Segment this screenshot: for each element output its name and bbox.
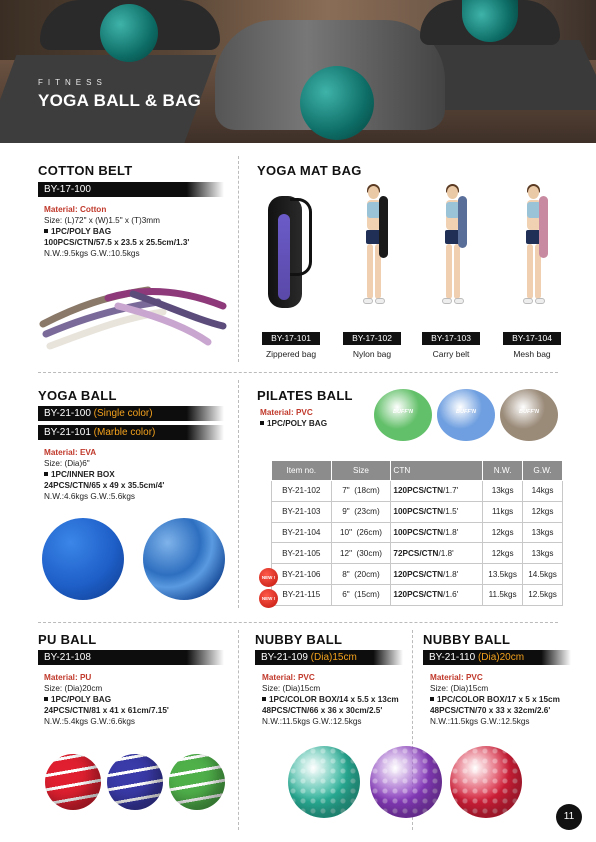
leg — [527, 244, 533, 299]
item-code: BY-21-109 — [261, 652, 308, 663]
bag-strap — [290, 198, 312, 276]
weight: N.W.:9.5kgs G.W.:10.5kgs — [44, 249, 140, 258]
cell-ctn-packing: 72PCS/CTN — [393, 548, 439, 558]
item-code: BY-21-110 — [429, 652, 476, 663]
cell-ctn — [391, 481, 483, 502]
table-row — [272, 522, 563, 543]
section-divider — [38, 372, 558, 373]
weight: N.W.:11.5kgs G.W.:12.5kgs — [430, 717, 530, 726]
cell-ctn-volume: /1.8' — [443, 527, 459, 537]
column-divider — [238, 156, 239, 362]
material: Material: PVC — [262, 673, 315, 682]
size: Size: (Dia)15cm — [430, 684, 489, 693]
cell-ctn-packing: 120PCS/CTN — [393, 569, 444, 579]
packing: 1PC/INNER BOX — [44, 469, 234, 480]
cell-gw: 14.5kgs — [523, 564, 563, 585]
table-row — [272, 584, 563, 605]
item-code-bar — [38, 406, 224, 421]
page-title: YOGA BALL & BAG — [38, 91, 202, 110]
material: Material: PVC — [430, 673, 483, 682]
material: Material: PVC — [260, 408, 313, 417]
bag-on-shoulder — [539, 196, 548, 258]
cell-item-no: BY-21-104 — [272, 522, 332, 543]
brand-logo: BUFF'N — [456, 409, 476, 415]
hero-title-block — [38, 78, 201, 111]
item-code-bar — [38, 650, 224, 665]
nubby-ball-image — [288, 746, 360, 818]
nubby-ball-image — [370, 746, 442, 818]
pilates-ball-image — [437, 389, 495, 441]
cell-ctn-volume: /1.8' — [438, 548, 454, 558]
packing: 1PC/COLOR BOX/14 x 5.5 x 13cm — [262, 694, 422, 705]
cell-ctn-volume: /1.5' — [443, 507, 459, 517]
cell-ctn-volume: /1.8' — [443, 569, 459, 579]
bag-zipper-panel — [278, 214, 290, 300]
item-code-label: BY-17-101 — [262, 332, 320, 345]
packing: 1PC/POLY BAG — [44, 226, 234, 237]
column-header: G.W. — [523, 461, 563, 481]
hero-eyebrow: FITNESS — [38, 78, 107, 87]
cell-size: 6" (15cm) — [331, 584, 391, 605]
cell-ctn — [391, 584, 483, 605]
section-title: COTTON BELT — [38, 163, 133, 178]
cell-ctn-packing: 100PCS/CTN — [393, 507, 444, 517]
section-title: YOGA MAT BAG — [257, 163, 362, 178]
shoe — [535, 298, 545, 304]
cell-gw: 13kgs — [523, 522, 563, 543]
item-code: BY-21-108 — [44, 652, 91, 663]
section-title: PU BALL — [38, 632, 97, 647]
cell-ctn-packing: 100PCS/CTN — [393, 527, 444, 537]
exercise-ball-image — [100, 4, 158, 62]
yoga-ball-single-color-image — [42, 518, 124, 600]
item-code-label: BY-17-103 — [422, 332, 480, 345]
packing: 1PC/POLY BAG — [260, 418, 380, 429]
cell-gw: 14kgs — [523, 481, 563, 502]
head — [528, 186, 539, 199]
cell-size: 9" (23cm) — [331, 501, 391, 522]
cell-item-no: BY-21-105 — [272, 543, 332, 564]
section-divider — [38, 622, 558, 623]
spec-block — [262, 672, 422, 727]
leg — [367, 244, 373, 299]
carton: 24PCS/CTN/81 x 41 x 61cm/7.15' — [44, 706, 169, 715]
cell-nw: 11kgs — [483, 501, 523, 522]
item-code-bar — [38, 425, 224, 440]
brand-logo: BUFF'N — [519, 409, 539, 415]
cell-ctn — [391, 564, 483, 585]
table-row — [272, 543, 563, 564]
yoga-ball-marble-color-image — [143, 518, 225, 600]
cell-size: 7" (18cm) — [331, 481, 391, 502]
item-code-note: (Single color) — [93, 408, 153, 419]
cell-ctn-volume: /1.6' — [443, 590, 459, 600]
cell-ctn-volume: /1.7' — [443, 486, 459, 496]
column-divider — [238, 630, 239, 830]
item-code-note: (Marble color) — [93, 427, 156, 438]
column-header: Size — [331, 461, 391, 481]
item-caption: Mesh bag — [513, 349, 551, 359]
hero-banner — [0, 0, 596, 143]
shoe — [523, 298, 533, 304]
column-header: Item no. — [272, 461, 332, 481]
section-title: NUBBY BALL — [255, 632, 343, 647]
shoe — [363, 298, 373, 304]
model-with-bag-image — [438, 186, 468, 308]
cell-item-no: BY-21-115 — [272, 584, 332, 605]
cell-size: 8" (20cm) — [331, 564, 391, 585]
column-header: CTN — [391, 461, 483, 481]
item-code: BY-21-100 — [44, 408, 91, 419]
pu-ball-image — [169, 754, 225, 810]
item-code-bar — [38, 182, 224, 197]
material: Material: Cotton — [44, 205, 107, 214]
item-code-note: (Dia)20cm — [477, 652, 525, 663]
model-with-bag-image — [359, 186, 389, 308]
cell-gw: 12.5kgs — [523, 584, 563, 605]
carton: 48PCS/CTN/66 x 36 x 30cm/2.5' — [262, 706, 383, 715]
item-code-bar — [255, 650, 403, 665]
weight: N.W.:4.6kgs G.W.:5.6kgs — [44, 492, 136, 501]
shoe — [375, 298, 385, 304]
spec-block — [44, 204, 234, 259]
cell-ctn — [391, 501, 483, 522]
table-row — [272, 481, 563, 502]
item-caption: Zippered bag — [265, 349, 317, 359]
pu-ball-image — [45, 754, 101, 810]
bag-on-shoulder — [379, 196, 388, 258]
cell-nw: 12kgs — [483, 522, 523, 543]
cell-ctn-packing: 120PCS/CTN — [393, 486, 444, 496]
size: Size: (Dia)15cm — [262, 684, 321, 693]
new-badge: NEW ! — [259, 589, 278, 608]
size: Size: (Dia)20cm — [44, 684, 103, 693]
size: Size: (Dia)6" — [44, 459, 90, 468]
exercise-ball-image — [300, 66, 374, 140]
spec-block — [260, 407, 380, 429]
cell-item-no: BY-21-103 — [272, 501, 332, 522]
column-divider — [238, 380, 239, 608]
cell-item-no: BY-21-102 — [272, 481, 332, 502]
carton: 48PCS/CTN/70 x 33 x 32cm/2.6' — [430, 706, 551, 715]
weight: N.W.:11.5kgs G.W.:12.5kgs — [262, 717, 362, 726]
pilates-ball-table — [271, 460, 563, 606]
table-row — [272, 564, 563, 585]
pilates-ball-image — [500, 389, 558, 441]
leg — [454, 244, 460, 299]
brand-logo: BUFF'N — [393, 409, 413, 415]
head — [368, 186, 379, 199]
cell-item-no: BY-21-106 — [272, 564, 332, 585]
material: Material: EVA — [44, 448, 97, 457]
nubby-ball-image — [450, 746, 522, 818]
section-title: NUBBY BALL — [423, 632, 511, 647]
pu-ball-image — [107, 754, 163, 810]
bag-on-shoulder — [458, 196, 467, 248]
spec-block — [44, 672, 234, 727]
carton: 24PCS/CTN/65 x 49 x 35.5cm/4' — [44, 481, 165, 490]
cell-size: 12" (30cm) — [331, 543, 391, 564]
carton: 100PCS/CTN/57.5 x 23.5 x 25.5cm/1.3' — [44, 238, 190, 247]
item-code: BY-21-101 — [44, 427, 91, 438]
cell-nw: 11.5kgs — [483, 584, 523, 605]
section-title: PILATES BALL — [257, 388, 353, 403]
cell-ctn-packing: 120PCS/CTN — [393, 590, 444, 600]
cell-ctn — [391, 543, 483, 564]
page-number: 11 — [556, 804, 582, 830]
head — [447, 186, 458, 199]
cell-size: 10" (26cm) — [331, 522, 391, 543]
model-with-bag-image — [519, 186, 549, 308]
shoe — [454, 298, 464, 304]
cell-ctn — [391, 522, 483, 543]
leg — [446, 244, 452, 299]
table-row — [272, 501, 563, 522]
cell-gw: 12kgs — [523, 501, 563, 522]
packing: 1PC/COLOR BOX/17 x 5 x 15cm — [430, 694, 590, 705]
shoe — [442, 298, 452, 304]
new-badge: NEW ! — [259, 568, 278, 587]
item-code-bar — [423, 650, 571, 665]
material: Material: PU — [44, 673, 92, 682]
section-title: YOGA BALL — [38, 388, 117, 403]
pilates-ball-image — [374, 389, 432, 441]
column-header: N.W. — [483, 461, 523, 481]
item-caption: Carry belt — [432, 349, 470, 359]
item-code: BY-17-100 — [44, 184, 91, 195]
item-code-note: (Dia)15cm — [310, 652, 357, 663]
cell-gw: 13kgs — [523, 543, 563, 564]
weight: N.W.:5.4kgs G.W.:6.6kgs — [44, 717, 136, 726]
item-code-label: BY-17-102 — [343, 332, 401, 345]
cotton-belt-image — [38, 276, 233, 356]
table-header-row — [272, 461, 563, 481]
cell-nw: 13kgs — [483, 481, 523, 502]
spec-block — [430, 672, 590, 727]
cell-nw: 13.5kgs — [483, 564, 523, 585]
item-code-label: BY-17-104 — [503, 332, 561, 345]
size: Size: (L)72" x (W)1.5" x (T)3mm — [44, 216, 160, 225]
cell-nw: 12kgs — [483, 543, 523, 564]
spec-block — [44, 447, 234, 502]
packing: 1PC/POLY BAG — [44, 694, 234, 705]
item-caption: Nylon bag — [352, 349, 392, 359]
